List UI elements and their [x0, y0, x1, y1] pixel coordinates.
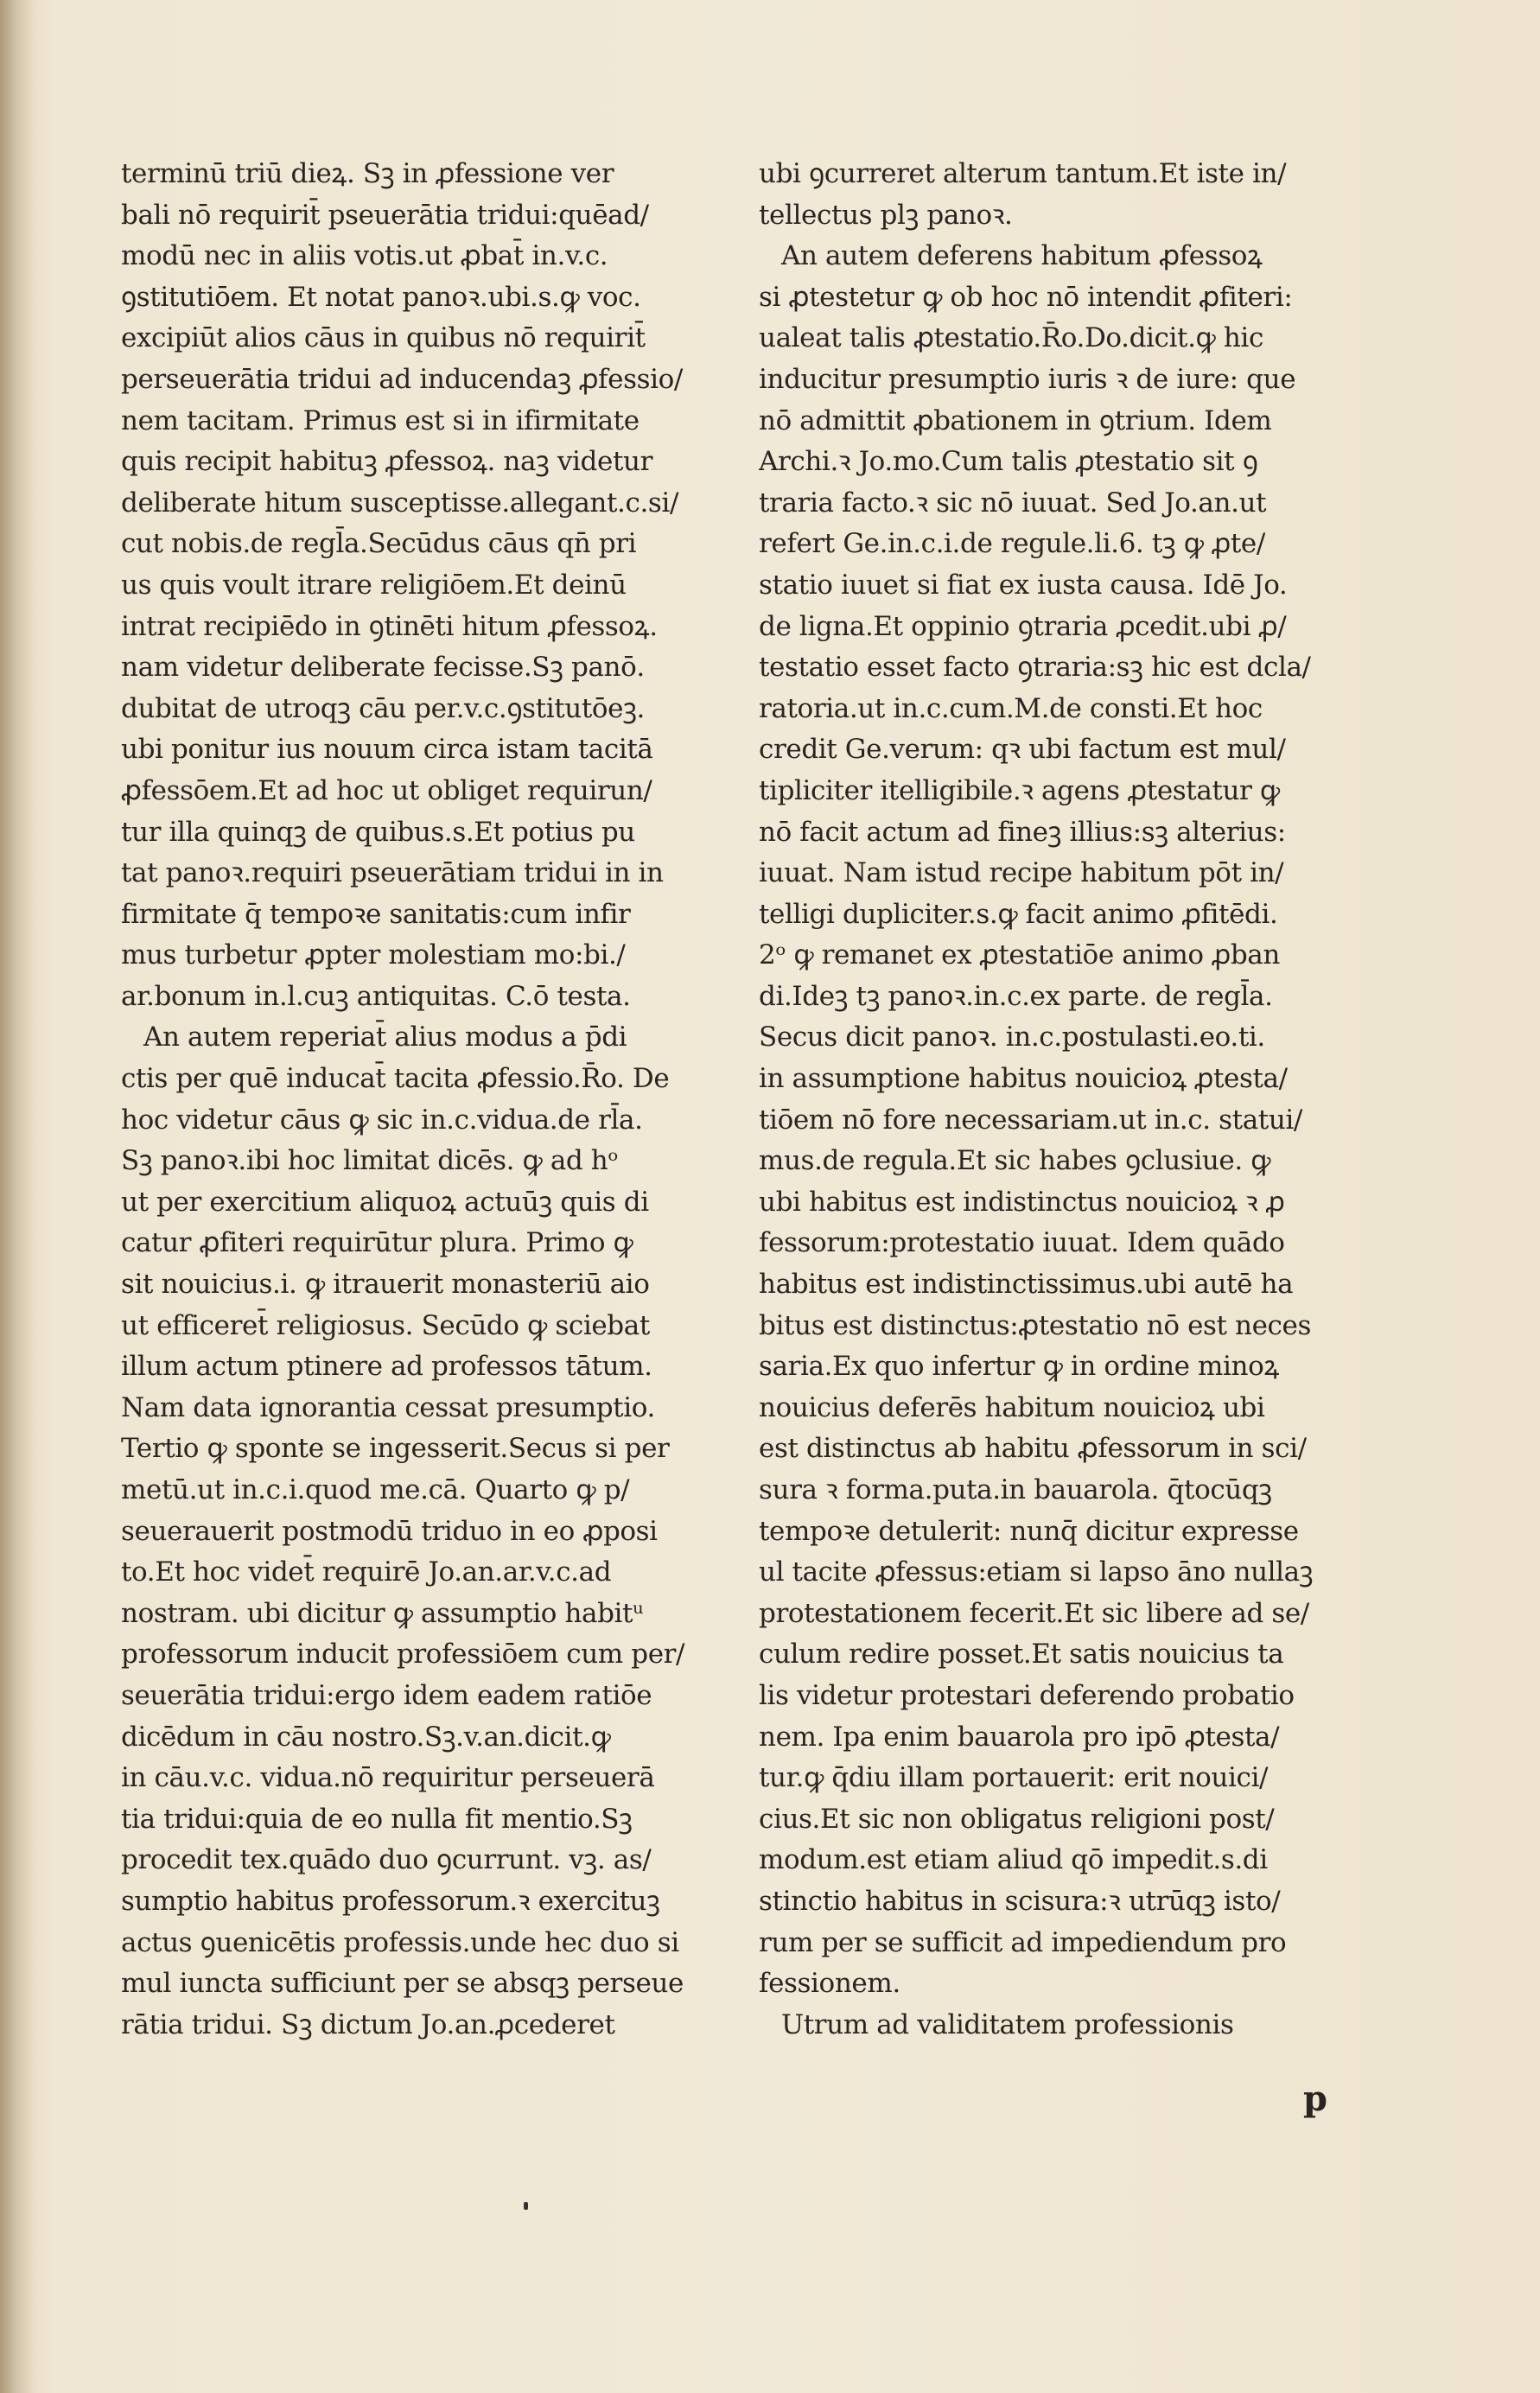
text-line: ratoria.ut in.c.cum.M.de consti.Et hoc	[759, 692, 1263, 724]
text-line: ut efficeret̄ religiosus. Secūdo ꝙ sciebat	[121, 1309, 650, 1341]
text-line: testatio esset facto ꝯtraria:sꝫ hic est dcla/	[759, 652, 1311, 684]
text-line: telligi dupliciter.s.ꝙ facit animo ꝓfitēdi.	[759, 898, 1278, 930]
text-line: ar.bonum in.l.cuꝫ antiquitas. C.ō testa.	[121, 980, 631, 1012]
text-line: ꝓfessōem.Et ad hoc ut obliget requirun/	[121, 774, 652, 806]
text-line: tipliciter itelligibile.ꝛ agens ꝓtestatur ꝙ	[759, 774, 1280, 806]
left-column	[121, 154, 717, 2046]
text-line: ꝯstitutiōem. Et notat panoꝛ.ubi.s.ꝙ voc.	[121, 281, 641, 313]
text-line: intrat recipiēdo in ꝯtinēti hitum ꝓfessoꝝ.	[121, 610, 658, 642]
text-line: rum per se sufficit ad impediendum pro	[759, 1926, 1287, 1958]
text-line: statio iuuet si fiat ex iusta causa. Idē Jo.	[759, 569, 1288, 601]
text-line: An autem reperiat̄ alius modus a p̄di	[143, 1021, 627, 1053]
text-line: quis recipit habituꝫ ꝓfessoꝝ. naꝫ videtur	[121, 446, 652, 478]
text-line: tat panoꝛ.requiri pseuerātiam tridui in in	[121, 857, 664, 889]
text-line: firmitate q̄ tempoꝛe sanitatis:cum infir	[121, 898, 631, 930]
text-line: An autem deferens habitum ꝓfessoꝝ	[781, 240, 1263, 272]
text-line: stinctio habitus in scisura:ꝛ utrūqꝫ isto/	[759, 1885, 1281, 1917]
text-line: Utrum ad validitatem professionis	[781, 2008, 1234, 2040]
text-line: di.Ideꝫ tꝫ panoꝛ.in.c.ex parte. de regl̄a.	[759, 980, 1273, 1012]
text-line: protestationem fecerit.Et sic libere ad se/	[759, 1597, 1309, 1629]
text-line: fessionem.	[759, 1968, 900, 2000]
text-line: sura ꝛ forma.puta.in bauarola. q̄tocūqꝫ	[759, 1474, 1272, 1505]
text-line: sumptio habitus professorum.ꝛ exercituꝫ	[121, 1885, 660, 1917]
text-line: nō facit actum ad fineꝫ illius:sꝫ alterius:	[759, 816, 1286, 848]
text-line: tia tridui:quia de eo nulla fit mentio.Sꝫ	[121, 1803, 633, 1835]
text-line: professorum inducit professiōem cum per/	[121, 1639, 685, 1671]
text-line: ut per exercitium aliquoꝝ actuūꝫ quis di	[121, 1186, 649, 1218]
text-line: metū.ut in.c.i.quod me.cā. Quarto ꝙ p/	[121, 1474, 630, 1505]
text-line: de ligna.Et oppinio ꝯtraria ꝓcedit.ubi ꝓ/	[759, 610, 1287, 642]
text-line: illum actum ptinere ad professos tātum.	[121, 1351, 652, 1383]
text-line: hoc videtur cāus ꝙ sic in.c.vidua.de rl̄a.	[121, 1104, 643, 1136]
text-line: perseuerātia tridui ad inducendaꝫ ꝓfessio/	[121, 363, 683, 395]
text-line: ctis per quē inducat̄ tacita ꝓfessio.R̄o. De	[121, 1063, 670, 1095]
text-line: to.Et hoc videt̄ requirē Jo.an.ar.v.c.ad	[121, 1556, 612, 1588]
text-line: culum redire posset.Et satis nouicius ta	[759, 1639, 1284, 1671]
text-line: inducitur presumptio iuris ꝛ de iure: que	[759, 363, 1296, 395]
text-line: saria.Ex quo infertur ꝙ in ordine minoꝝ	[759, 1351, 1279, 1383]
text-line: iuuat. Nam istud recipe habitum pōt in/	[759, 857, 1284, 889]
text-line: tempoꝛe detulerit: nunq̄ dicitur expresse	[759, 1515, 1299, 1547]
text-line: in cāu.v.c. vidua.nō requiritur perseuerā	[121, 1762, 655, 1794]
text-line: dicēdum in cāu nostro.Sꝫ.v.an.dicit.ꝙ	[121, 1721, 611, 1753]
text-line: refert Ge.in.c.i.de regule.li.6. tꝫ ꝙ ꝓte/	[759, 528, 1265, 560]
text-line: actus ꝯuenicētis professis.unde hec duo si	[121, 1926, 679, 1958]
text-line: ualeat talis ꝓtestatio.R̄o.Do.dicit.ꝙ hic	[759, 322, 1263, 354]
text-line: Tertio ꝙ sponte se ingesserit.Secus si per	[121, 1433, 670, 1465]
text-line: lis videtur protestari deferendo probatio	[759, 1679, 1295, 1711]
text-line: traria facto.ꝛ sic nō iuuat. Sed Jo.an.ut	[759, 487, 1267, 519]
text-line: cius.Et sic non obligatus religioni post/	[759, 1803, 1275, 1835]
text-line: rātia tridui. Sꝫ dictum Jo.an.ꝓcederet	[121, 2008, 615, 2040]
text-line: tur illa quinqꝫ de quibus.s.Et potius pu	[121, 816, 635, 848]
text-line: modū nec in aliis votis.ut ꝓbat̄ in.v.c.	[121, 240, 608, 272]
text-line: cut nobis.de regl̄a.Secūdus cāus qn̄ pri	[121, 528, 637, 560]
text-line: procedit tex.quādo duo ꝯcurrunt. vꝫ. as/	[121, 1844, 652, 1876]
text-line: nostram. ubi dicitur ꝙ assumptio habitᵘ	[121, 1597, 644, 1629]
text-line: excipiūt alios cāus in quibus nō requirit̄	[121, 322, 646, 354]
text-line: terminū triū dieꝝ. Sꝫ in ꝓfessione ver	[121, 158, 614, 189]
text-line: dubitat de utroqꝫ cāu per.v.c.ꝯstitutōeꝫ.	[121, 692, 645, 724]
gutter-shadow	[0, 0, 35, 2393]
text-line: Secus dicit panoꝛ. in.c.postulasti.eo.ti.	[759, 1021, 1265, 1053]
ink-speck	[524, 2202, 528, 2210]
text-line: si ꝓtestetur ꝙ ob hoc nō intendit ꝓfiteri:	[759, 281, 1293, 313]
text-line: seuerātia tridui:ergo idem eadem ratiōe	[121, 1679, 652, 1711]
text-line: Nam data ignorantia cessat presumptio.	[121, 1391, 655, 1423]
text-line: ul tacite ꝓfessus:etiam si lapso āno nullaꝫ	[759, 1556, 1314, 1588]
text-line: us quis voult itrare religiōem.Et deinū	[121, 569, 627, 601]
text-line: bali nō requirit̄ pseuerātia tridui:quēad/	[121, 199, 649, 231]
text-line: nem tacitam. Primus est si in ifirmitate	[121, 404, 640, 436]
text-line: mus.de regula.Et sic habes ꝯclusiue. ꝙ	[759, 1145, 1271, 1177]
text-line: est distinctus ab habitu ꝓfessorum in sci/	[759, 1433, 1307, 1465]
text-line: ubi habitus est indistinctus nouicioꝝ ꝛ ꝓ	[759, 1186, 1285, 1218]
text-line: mul iuncta sufficiunt per se absqꝫ perseue	[121, 1968, 684, 2000]
text-line: tiōem nō fore necessariam.ut in.c. statui/	[759, 1104, 1302, 1136]
text-line: seuerauerit postmodū triduo in eo ꝓposi	[121, 1515, 658, 1547]
text-line: in assumptione habitus nouicioꝝ ꝓtesta/	[759, 1063, 1288, 1095]
text-line: modum.est etiam aliud qō impedit.s.di	[759, 1844, 1268, 1876]
text-line: Sꝫ panoꝛ.ibi hoc limitat dicēs. ꝙ ad hᵒ	[121, 1145, 618, 1177]
text-line: tur.ꝙ q̄diu illam portauerit: erit nouici/	[759, 1762, 1269, 1794]
text-line: deliberate hitum susceptisse.allegant.c.si/	[121, 487, 678, 519]
text-line: nem. Ipa enim bauarola pro ipō ꝓtesta/	[759, 1721, 1280, 1753]
text-line: nouicius deferēs habitum nouicioꝝ ubi	[759, 1391, 1265, 1423]
text-line: habitus est indistinctissimus.ubi autē ha	[759, 1269, 1294, 1301]
text-line: nam videtur deliberate fecisse.Sꝫ panō.	[121, 652, 645, 684]
right-column	[759, 154, 1407, 2046]
text-line: tellectus plꝫ panoꝛ.	[759, 199, 1013, 231]
text-line: Archi.ꝛ Jo.mo.Cum talis ꝓtestatio sit ꝯ	[759, 446, 1258, 478]
text-line: mus turbetur ꝓpter molestiam mo:bi./	[121, 939, 626, 971]
text-line: credit Ge.verum: qꝛ ubi factum est mul/	[759, 734, 1286, 766]
text-line: sit nouicius.i. ꝙ itrauerit monasteriū aio	[121, 1269, 650, 1301]
text-line: ubi ꝯcurreret alterum tantum.Et iste in/	[759, 158, 1287, 189]
text-line: bitus est distinctus:ꝓtestatio nō est neces	[759, 1309, 1311, 1341]
signature-mark: p	[1303, 2078, 1327, 2119]
text-line: catur ꝓfiteri requirūtur plura. Primo ꝙ	[121, 1227, 633, 1259]
text-line: nō admittit ꝓbationem in ꝯtrium. Idem	[759, 404, 1272, 436]
text-line: ubi ponitur ius nouum circa istam tacitā	[121, 734, 653, 766]
text-line: 2ᵒ ꝙ remanet ex ꝓtestatiōe animo ꝓban	[759, 939, 1280, 971]
text-line: fessorum:protestatio iuuat. Idem quādo	[759, 1227, 1285, 1259]
